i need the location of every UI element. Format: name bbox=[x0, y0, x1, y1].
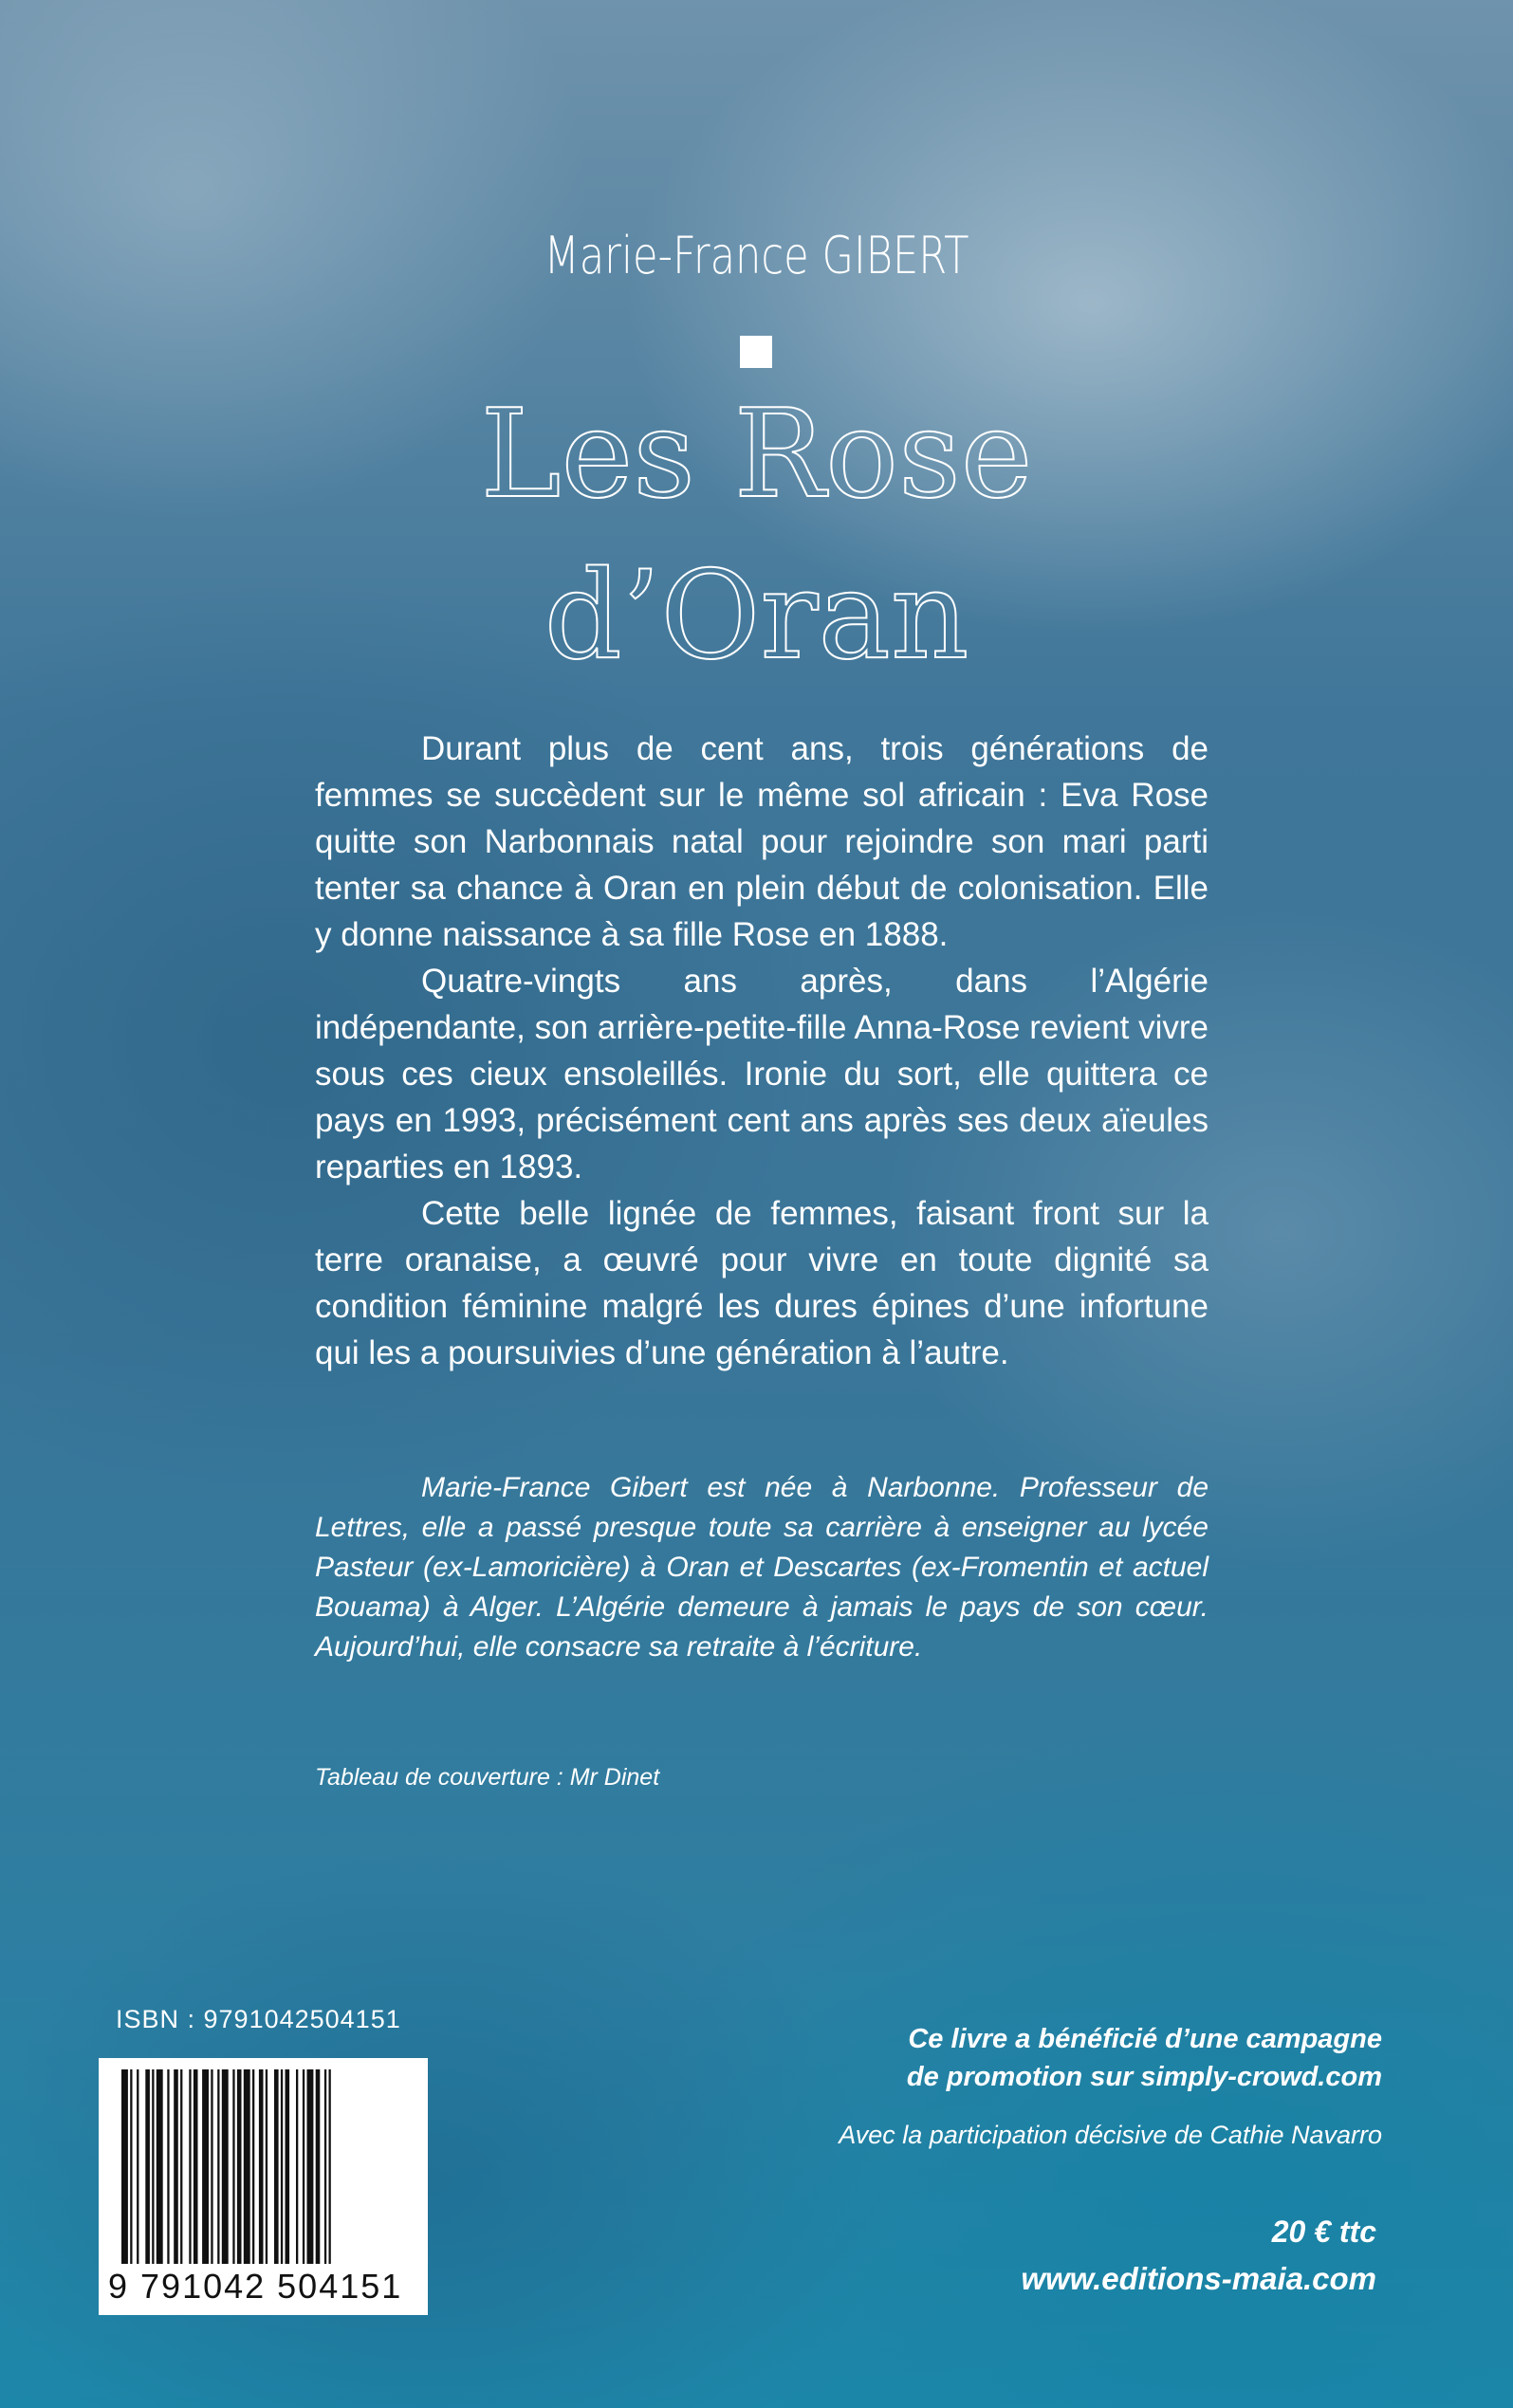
barcode-bar bbox=[237, 2069, 242, 2264]
book-title-line-2: d’Oran bbox=[544, 545, 969, 687]
barcode-bar bbox=[286, 2069, 290, 2264]
summary-paragraph: Cette belle lignée de femmes, faisant front sur la terre oranaise, a œuvré pour vivre en toute dignité sa condition féminine malgré les dures épines d’une infortune qui les a poursuivies d’une génération à l’autre. bbox=[315, 1195, 1209, 1371]
participation-note: Avec la participation décisive de Cathie Navarro bbox=[839, 2121, 1382, 2149]
barcode-bar bbox=[222, 2069, 229, 2264]
barcode-bar bbox=[152, 2069, 154, 2264]
barcode-bar bbox=[296, 2069, 298, 2264]
isbn-label: ISBN : 9791042504151 bbox=[116, 2005, 401, 2033]
barcode-bar bbox=[281, 2069, 283, 2264]
author-name: Marie-France GIBERT bbox=[544, 226, 969, 285]
barcode-bar bbox=[211, 2069, 212, 2264]
barcode-bar bbox=[202, 2069, 209, 2264]
cover-painting-credit: Tableau de couverture : Mr Dinet bbox=[315, 1764, 660, 1791]
barcode bbox=[99, 2058, 428, 2315]
barcode-bar bbox=[194, 2069, 198, 2264]
barcode-bar bbox=[145, 2069, 150, 2264]
promotion-note bbox=[907, 2020, 1382, 2096]
barcode-bar bbox=[189, 2069, 191, 2264]
promotion-line-2: de promotion sur simply-crowd.com bbox=[906, 2062, 1382, 2092]
barcode-bar bbox=[121, 2069, 128, 2264]
summary-paragraph: Durant plus de cent ans, trois générations de femmes se succèdent sur le même sol africain : Eva Rose quitte son Narbonnais natal pour rejoindre son mari parti tenter sa chance à Oran en plein début de colonisation. Elle y donne naissance à sa fille Rose en 1888. bbox=[315, 730, 1209, 953]
barcode-bar bbox=[217, 2069, 219, 2264]
barcode-bar bbox=[303, 2069, 304, 2264]
decorative-square bbox=[740, 336, 772, 368]
barcode-bar bbox=[316, 2069, 321, 2264]
barcode-bar bbox=[180, 2069, 182, 2264]
barcode-digits: 9 791042 504151 bbox=[108, 2267, 403, 2306]
promotion-line-1: Ce livre a bénéficié d’une campagne bbox=[908, 2024, 1382, 2054]
barcode-bar bbox=[259, 2069, 264, 2264]
barcode-bar bbox=[266, 2069, 268, 2264]
summary-paragraph: Quatre-vingts ans après, dans l’Algérie indépendante, son arrière-petite-fille Anna-Rose revient vivre sous ces cieux ensoleillés. Ironie du sort, elle quittera ce pays en 1993, précisément cent ans après ses deux aïeules reparties en 1893. bbox=[315, 963, 1209, 1186]
barcode-bar bbox=[274, 2069, 279, 2264]
barcode-bar bbox=[324, 2069, 326, 2264]
barcode-bar bbox=[157, 2069, 163, 2264]
barcode-bar bbox=[232, 2069, 234, 2264]
publisher-website: www.editions-maia.com bbox=[1021, 2261, 1376, 2296]
barcode-bars bbox=[120, 2069, 407, 2264]
barcode-bar bbox=[252, 2069, 254, 2264]
price: 20 € ttc bbox=[1271, 2215, 1376, 2249]
author-bio-text: Marie-France Gibert est née à Narbonne. Professeur de Lettres, elle a passé presque toute sa carrière à enseigner au lycée Pasteur (ex-Lamoricière) à Oran et Descartes (ex-Fromentin et actuel Bouama) à Alger. L’Algérie demeure à jamais le pays de son cœur. Aujourd’hui, elle consacre sa retraite à l’écriture. bbox=[315, 1472, 1209, 1663]
barcode-bar bbox=[329, 2069, 331, 2264]
barcode-bar bbox=[307, 2069, 314, 2264]
barcode-bar bbox=[244, 2069, 250, 2264]
barcode-bar bbox=[130, 2069, 132, 2264]
book-summary bbox=[315, 726, 1209, 1376]
book-title-line-1: Les Rose bbox=[480, 384, 1033, 525]
author-bio bbox=[315, 1468, 1209, 1667]
barcode-bar bbox=[174, 2069, 178, 2264]
barcode-bar bbox=[167, 2069, 169, 2264]
barcode-bar bbox=[137, 2069, 138, 2264]
